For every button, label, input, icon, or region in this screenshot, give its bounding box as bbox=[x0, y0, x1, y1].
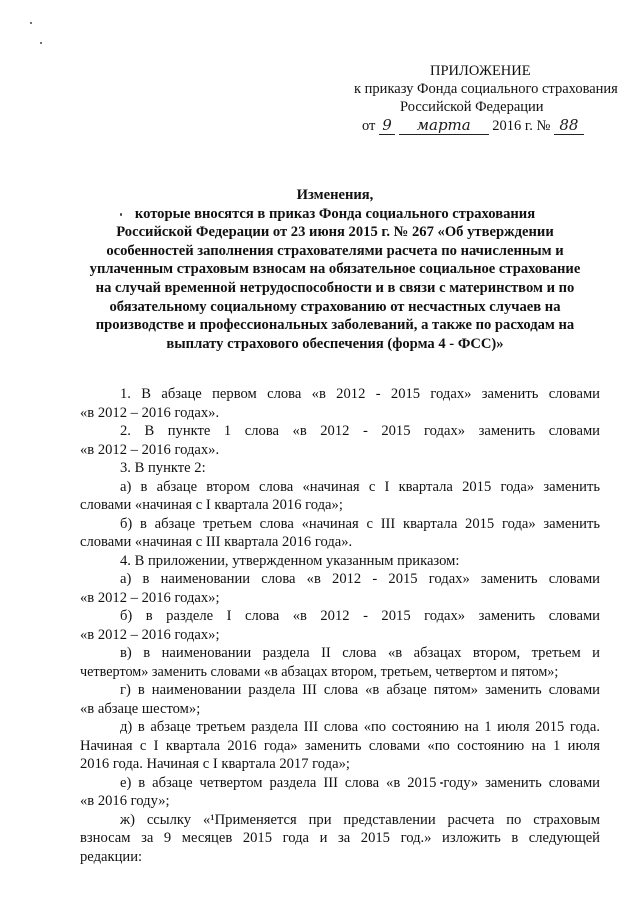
date-month: марта bbox=[399, 116, 489, 135]
scan-speck bbox=[40, 42, 42, 44]
body-line: «в 2012 – 2016 годах»; bbox=[80, 626, 220, 643]
date-prefix: от bbox=[362, 118, 376, 134]
body-line: словами «начиная с III квартала 2016 года». bbox=[80, 534, 353, 550]
body-line: четвертом» заменить словами «в абзацах втором, третьем, четвертом и пятом»; bbox=[80, 663, 559, 680]
body-line: г) в наименовании раздела III слова «в абзаце пятом» заменить словами bbox=[120, 682, 600, 698]
body-line: 3. В пункте 2: bbox=[120, 460, 206, 476]
appendix-order-ref: к приказу Фонда социального страхования bbox=[354, 81, 618, 97]
appendix-date-line bbox=[340, 116, 600, 135]
appendix-label: ПРИЛОЖЕНИЕ bbox=[430, 63, 531, 79]
appendix-org-name: Российской Федерации bbox=[400, 99, 544, 115]
body-line: «в абзаце шестом»; bbox=[80, 700, 201, 717]
title-line: на случай временной нетрудоспособности и в связи с материнством и по bbox=[95, 279, 575, 296]
body-line: в) в наименовании раздела II слова «в абзацах втором, третьем и bbox=[120, 645, 600, 661]
scan-speck bbox=[30, 22, 32, 24]
body-line: 2016 года. Начиная с I квартала 2017 года»; bbox=[80, 756, 350, 772]
title-line: уплаченным страховым взносам на обязательное социальное страхование bbox=[89, 261, 581, 278]
body-line: «в 2016 году»; bbox=[80, 793, 170, 809]
body-line: д) в абзаце третьем раздела III слова «по состоянию на 1 июля 2015 года. bbox=[120, 719, 600, 735]
document-title bbox=[80, 186, 590, 353]
title-line: Изменения, bbox=[296, 187, 374, 203]
appendix-header bbox=[340, 62, 618, 135]
body-line: 4. В приложении, утвержденном указанным приказом: bbox=[120, 552, 460, 569]
body-line: словами «начиная с I квартала 2016 года»; bbox=[80, 497, 343, 513]
title-line: особенностей заполнения страхователями расчета по начисленным и bbox=[106, 242, 564, 259]
body-line: Начиная с I квартала 2016 года» заменить словами «по состоянию на 1 июля bbox=[80, 737, 600, 754]
title-line: обязательному социальному страхованию от несчастных случаев на bbox=[109, 298, 561, 315]
body-line: «в 2012 – 2016 годах». bbox=[80, 441, 220, 458]
body-line: а) в абзаце втором слова «начиная с I квартала 2015 года» заменить bbox=[120, 478, 600, 495]
title-line: которые вносятся в приказ Фонда социального страхования bbox=[134, 205, 536, 222]
body-line: б) в абзаце третьем слова «начиная с III квартала 2015 года» заменить bbox=[120, 515, 600, 532]
body-line: б) в разделе I слова «в 2012 - 2015 годах» заменить словами bbox=[120, 608, 600, 624]
body-line: 2. В пункте 1 слова «в 2012 - 2015 годах» заменить словами bbox=[120, 423, 600, 439]
body-line: е) в абзаце четвертом раздела III слова «в 2015 году» заменить словами bbox=[120, 774, 600, 791]
body-line: «в 2012 – 2016 годах»; bbox=[80, 589, 220, 606]
date-day: 9 bbox=[379, 116, 395, 135]
body-line: 1. В абзаце первом слова «в 2012 - 2015 годах» заменить словами bbox=[120, 386, 600, 402]
body-line: редакции: bbox=[80, 848, 143, 865]
title-line: производстве и профессиональных заболеваний, а также по расходам на bbox=[95, 317, 575, 334]
body-line: «в 2012 – 2016 годах». bbox=[80, 404, 220, 421]
title-line: Российской Федерации от 23 июня 2015 г. № 267 «Об утверждении bbox=[116, 224, 554, 241]
title-line: выплату страхового обеспечения (форма 4 - ФСС)» bbox=[166, 335, 504, 352]
body-line: взносам за 9 месяцев 2015 года и за 2015 год.» изложить в следующей bbox=[80, 830, 600, 846]
document-body bbox=[80, 385, 600, 866]
body-line: ж) ссылку «¹Применяется при представлении расчета по страховым bbox=[120, 811, 600, 828]
order-number: 88 bbox=[554, 116, 584, 135]
body-line: а) в наименовании слова «в 2012 - 2015 годах» заменить словами bbox=[120, 571, 600, 587]
date-year: 2016 г. № bbox=[492, 118, 551, 134]
